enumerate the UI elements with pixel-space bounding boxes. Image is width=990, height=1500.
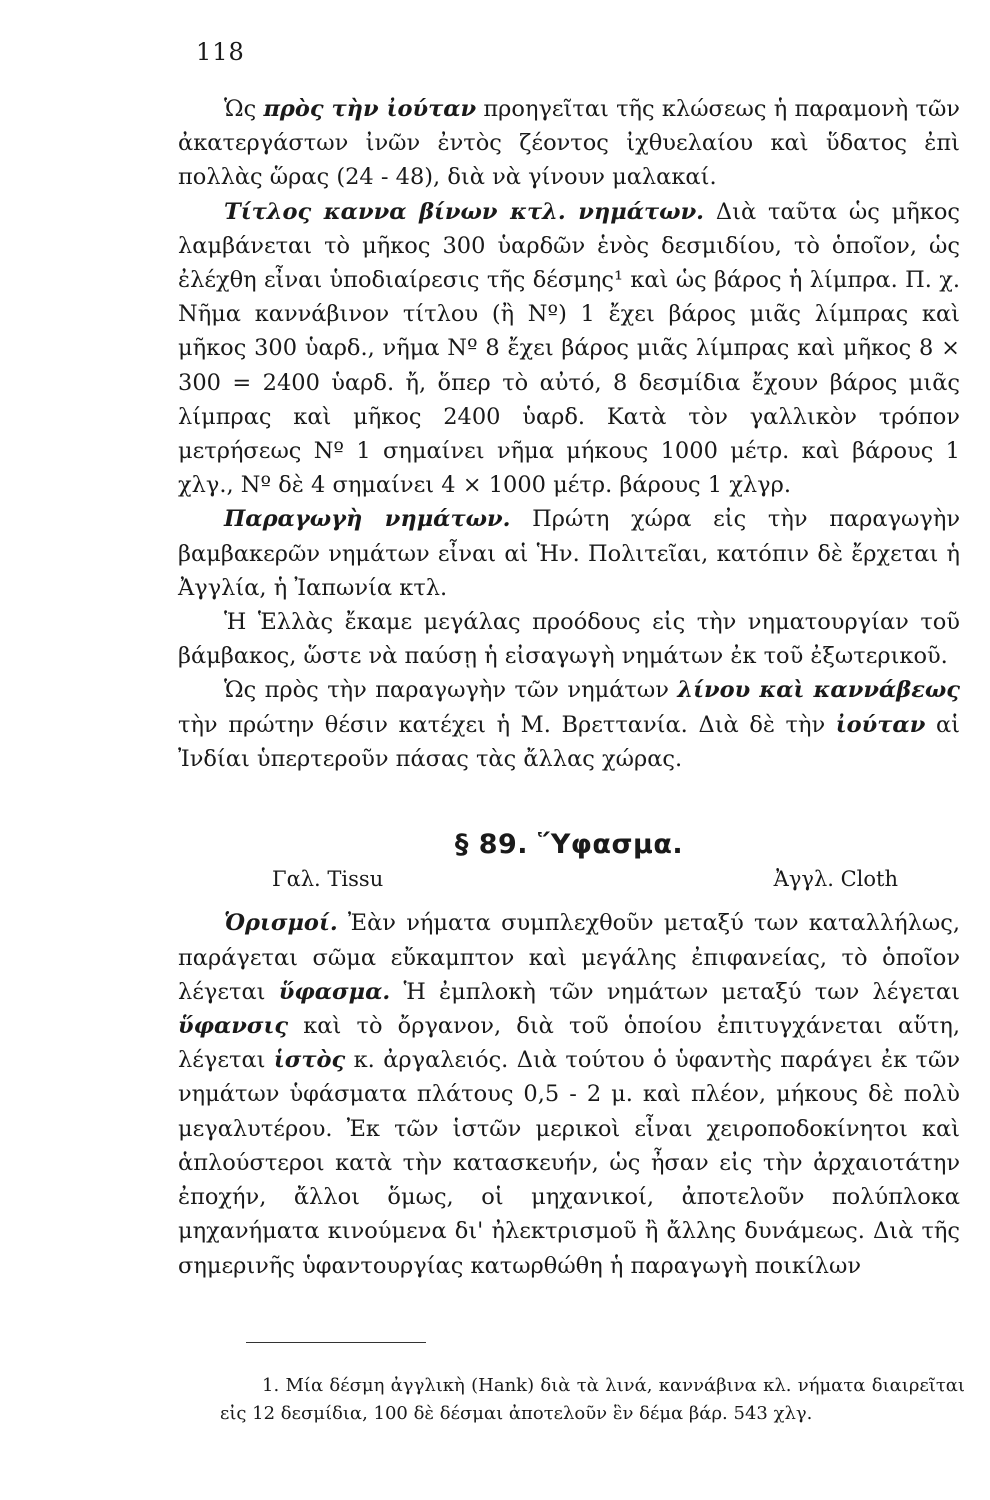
- paragraph-greece-text: Ἡ Ἑλλὰς ἔκαμε μεγάλας προόδους εἰς τὴν νηματουργίαν τοῦ βάμβακος, ὥστε νὰ παύσῃ ἡ εἰσαγωγὴ νημάτων ἐκ τοῦ ἐξωτερικοῦ.: [178, 609, 960, 670]
- paragraph-hemp-count: [178, 195, 960, 503]
- section-title: § 89. Ὕφασμα.: [454, 829, 684, 861]
- production-emphasis-flax: λίνου καὶ καννάβεως: [677, 677, 960, 704]
- page-body: [178, 92, 960, 1283]
- term-fabric: ὕφασμα.: [278, 978, 391, 1005]
- paragraph-flax-hemp: [178, 673, 960, 776]
- footnote-rule: [246, 1342, 426, 1343]
- english-term: Ἀγγλ. Cloth: [773, 867, 898, 892]
- heading-yarn-production: Παραγωγὴ νημάτων.: [224, 506, 511, 533]
- term-loom: ἱστὸς: [273, 1047, 346, 1074]
- heading-jute: πρὸς τὴν ἰούταν: [263, 96, 477, 122]
- production-emphasis-jute: ἰούταν: [835, 711, 926, 738]
- production-part-1: Ὡς πρὸς τὴν παραγωγὴν τῶν νημάτων: [224, 677, 678, 704]
- definitions-text-3: καὶ τὸ ὄργανον, διὰ τοῦ ὁποίου ἐπιτυγχάνεται αὕτη, λέγεται: [178, 1013, 960, 1074]
- paragraph-jute-text: προηγεῖται τῆς κλώσεως ἡ παραμονὴ τῶν ἀκατεργάστων ἰνῶν ἐντὸς ζέοντος ἰχθυελαίου καὶ ὕδατος ἐπὶ πολλὰς ὥρας (24 - 48), διὰ νὰ γίνουν μαλακαί.: [178, 96, 960, 191]
- heading-definitions: Ὁρισμοί.: [224, 910, 338, 937]
- paragraph-greece: [178, 605, 960, 673]
- paragraph-yarn-production-text: Πρώτη χώρα εἰς τὴν παραγωγὴν βαμβακερῶν νημάτων εἶναι αἱ Ἡν. Πολιτεῖαι, κατόπιν δὲ ἔρχεται ἡ Ἀγγλία, ἡ Ἰαπωνία κτλ.: [178, 506, 960, 601]
- page-number: 118: [196, 38, 245, 66]
- definitions-text-4: κ. ἀργαλειός. Διὰ τούτου ὁ ὑφαντὴς παράγει ἐκ τῶν νημάτων ὑφάσματα πλάτους 0,5 - 2 μ. καὶ πλέον, μήκους δὲ πολὺ μεγαλυτέρου. Ἐκ τῶν ἱστῶν μερικοὶ εἶναι χειροποδοκίνητοι καὶ ἁπλούστεροι κατὰ τὴν κατασκευήν, ὡς ἦσαν εἰς τὴν ἀρχαιοτάτην ἐποχήν, ἄλλοι ὅμως, οἱ μηχανικοί, ἀποτελοῦν πολύπλοκα μηχανήματα κινούμενα δι' ἠλεκτρισμοῦ ἢ ἄλλης δυνάμεως. Διὰ τῆς σημερινῆς ὑφαντουργίας κατωρθώθη ἡ παραγωγὴ ποικίλων: [178, 1047, 960, 1279]
- production-part-2: τὴν πρώτην θέσιν κατέχει ἡ Μ. Βρεττανία. Διὰ δὲ τὴν: [178, 711, 836, 738]
- production-part-3: αἱ Ἰνδίαι ὑπερτεροῦν πάσας τὰς ἄλλας χώρας.: [178, 711, 960, 772]
- definitions-text-2: Ἡ ἐμπλοκὴ τῶν νημάτων μεταξύ των λέγεται: [390, 978, 960, 1005]
- definitions-text-1: Ἐὰν νήματα συμπλεχθοῦν μεταξύ των καταλλήλως, παράγεται σῶμα εὔκαμπτον καὶ μεγάλης ἐπιφανείας, τὸ ὁποῖον λέγεται: [178, 910, 960, 1005]
- paragraph-definitions: [178, 906, 960, 1282]
- footnote: 1. Μία δέσμη ἀγγλικὴ (Hank) διὰ τὰ λινά, καννάβινα κλ. νήματα διαιρεῖται εἰς 12 δεσμίδια, 100 δὲ δέσμαι ἀποτελοῦν ἓν δέμα βάρ. 543 χλγ.: [220, 1375, 965, 1424]
- paragraph-jute: [178, 92, 960, 195]
- term-weaving: ὕφανσις: [178, 1013, 289, 1040]
- paragraph-yarn-production: [178, 502, 960, 605]
- paragraph-jute-pre: Ὡς: [224, 96, 264, 122]
- heading-hemp-count: Τίτλος καννα βίνων κτλ. νημάτων.: [224, 198, 705, 225]
- french-term: Γαλ. Tissu: [272, 867, 384, 892]
- section-translations: [178, 862, 960, 896]
- paragraph-hemp-count-text: Διὰ ταῦτα ὡς μῆκος λαμβάνεται τὸ μῆκος 300 ὑαρδῶν ἑνὸς δεσμιδίου, τὸ ὁποῖον, ὡς ἐλέχθη εἶναι ὑποδιαίρεσις τῆς δέσμης¹ καὶ ὡς βάρος ἡ λίμπρα. Π. χ. Νῆμα καννάβινον τίτλου (ἢ Nº) 1 ἔχει βάρος μιᾶς λίμπρας καὶ μῆκος 300 ὑαρδ., νῆμα Nº 8 ἔχει βάρος μιᾶς λίμπρας καὶ μῆκος 8 × 300 = 2400 ὑαρδ. ἤ, ὅπερ τὸ αὐτό, 8 δεσμίδια ἔχουν βάρος μιᾶς λίμπρας καὶ μῆκος 2400 ὑαρδ. Κατὰ τὸν γαλλικὸν τρόπον μετρήσεως Nº 1 σημαίνει νῆμα μήκους 1000 μέτρ. καὶ βάρους 1 χλγ., Nº δὲ 4 σημαίνει 4 × 1000 μέτρ. βάρους 1 χλγρ.: [178, 198, 960, 499]
